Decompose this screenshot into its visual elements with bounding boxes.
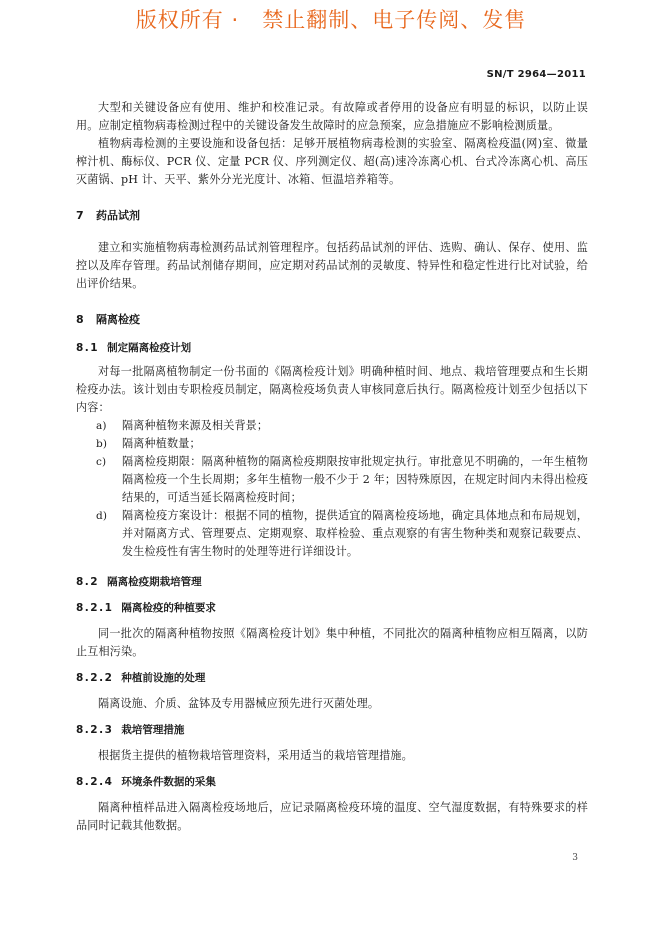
paragraph: 同一批次的隔离种植物按照《隔离检疫计划》集中种植，不同批次的隔离种植物应相互隔离，以防止互相污染。 — [76, 627, 588, 658]
paragraph: 大型和关键设备应有使用、维护和校准记录。有故障或者停用的设备应有明显的标识，以防止误用。应制定植物病毒检测过程中的关键设备发生故障时的应急预案，应急措施应不影响检测质量。 — [76, 101, 588, 132]
list-marker: b) — [96, 438, 108, 450]
section-title: 制定隔离检疫计划 — [107, 342, 192, 354]
list-item — [76, 435, 588, 453]
list-marker: d) — [96, 510, 108, 522]
paragraph: 植物病毒检测的主要设施和设备包括：足够开展植物病毒检测的实验室、隔离检疫温(网)室、微量榨汁机、酶标仪、PCR 仪、定量 PCR 仪、序列测定仪、超(高)速冷冻离心机、台式冷冻离心机、高压灭菌锅、pH 计、天平、紫外分光光度计、冰箱、恒温培养箱等。 — [76, 137, 588, 186]
section-number: 8.2.3 — [76, 724, 114, 736]
list-text: 隔离检疫方案设计：根据不同的植物，提供适宜的隔离检疫场地，确定具体地点和布局规划，并对隔离方式、管理要点、定期观察、取样检验、重点观察的有害生物种类和观察记载要点、发生检疫性有害生物时的处理等进行详细设计。 — [122, 509, 588, 558]
section-8-2-2-heading — [76, 669, 588, 687]
section-title: 栽培管理措施 — [121, 724, 185, 736]
paragraph: 隔离设施、介质、盆钵及专用器械应预先进行灭菌处理。 — [98, 697, 380, 710]
list-marker: a) — [96, 420, 107, 432]
paragraph: 隔离种植样品进入隔离检疫场地后，应记录隔离检疫环境的温度、空气湿度数据，有特殊要求的样品同时记载其他数据。 — [76, 801, 588, 832]
list-text: 隔离种植数量； — [122, 437, 201, 450]
section-8-2-heading — [76, 573, 588, 591]
section-number: 8.2.2 — [76, 672, 114, 684]
section-title: 隔离检疫的种植要求 — [121, 602, 216, 614]
section-7-heading — [76, 207, 588, 225]
section-title: 环境条件数据的采集 — [121, 776, 216, 788]
watermark-banner: 版权所有 · 禁止翻制、电子传阅、发售 — [135, 8, 527, 32]
section-number: 7 — [76, 209, 84, 222]
list-text: 隔离种植物来源及相关背景； — [122, 419, 269, 432]
list-text: 隔离检疫期限：隔离种植物的隔离检疫期限按审批规定执行。审批意见不明确的，一年生植物隔离检疫一个生长周期；多年生植物一般不少于 2 年；因特殊原因，在规定时间内未得出检疫结果的，可适当延长隔离检疫时间； — [122, 455, 588, 504]
section-8-2-4-heading — [76, 773, 588, 791]
section-number: 8.2.1 — [76, 602, 114, 614]
section-number: 8.2 — [76, 576, 100, 588]
list-marker: c) — [96, 456, 107, 468]
section-number: 8.2.4 — [76, 776, 114, 788]
list-item — [76, 417, 588, 435]
section-title: 隔离检疫 — [96, 313, 140, 326]
document-body — [76, 99, 588, 835]
section-number: 8.1 — [76, 342, 100, 354]
section-title: 隔离检疫期栽培管理 — [107, 576, 202, 588]
paragraph: 对每一批隔离植物制定一份书面的《隔离检疫计划》明确种植时间、地点、栽培管理要点和生长期检疫办法。该计划由专职检疫员制定，隔离检疫场负责人审核同意后执行。隔离检疫计划至少包括以下内容： — [76, 365, 588, 414]
list-item — [76, 453, 588, 507]
section-8-1-heading — [76, 339, 588, 357]
list-item — [76, 507, 588, 561]
paragraph: 根据货主提供的植物栽培管理资料，采用适当的栽培管理措施。 — [98, 749, 413, 762]
paragraph: 建立和实施植物病毒检测药品试剂管理程序。包括药品试剂的评估、选购、确认、保存、使用、监控以及库存管理。药品试剂储存期间，应定期对药品试剂的灵敏度、特异性和稳定性进行比对试验，给出评价结果。 — [76, 241, 588, 290]
section-title: 药品试剂 — [96, 209, 140, 222]
section-8-heading — [76, 311, 588, 329]
page-number: 3 — [572, 853, 578, 863]
section-8-2-3-heading — [76, 721, 588, 739]
standard-code: SN/T 2964—2011 — [486, 69, 586, 80]
section-8-2-1-heading — [76, 599, 588, 617]
section-number: 8 — [76, 313, 84, 326]
section-title: 种植前设施的处理 — [121, 672, 206, 684]
